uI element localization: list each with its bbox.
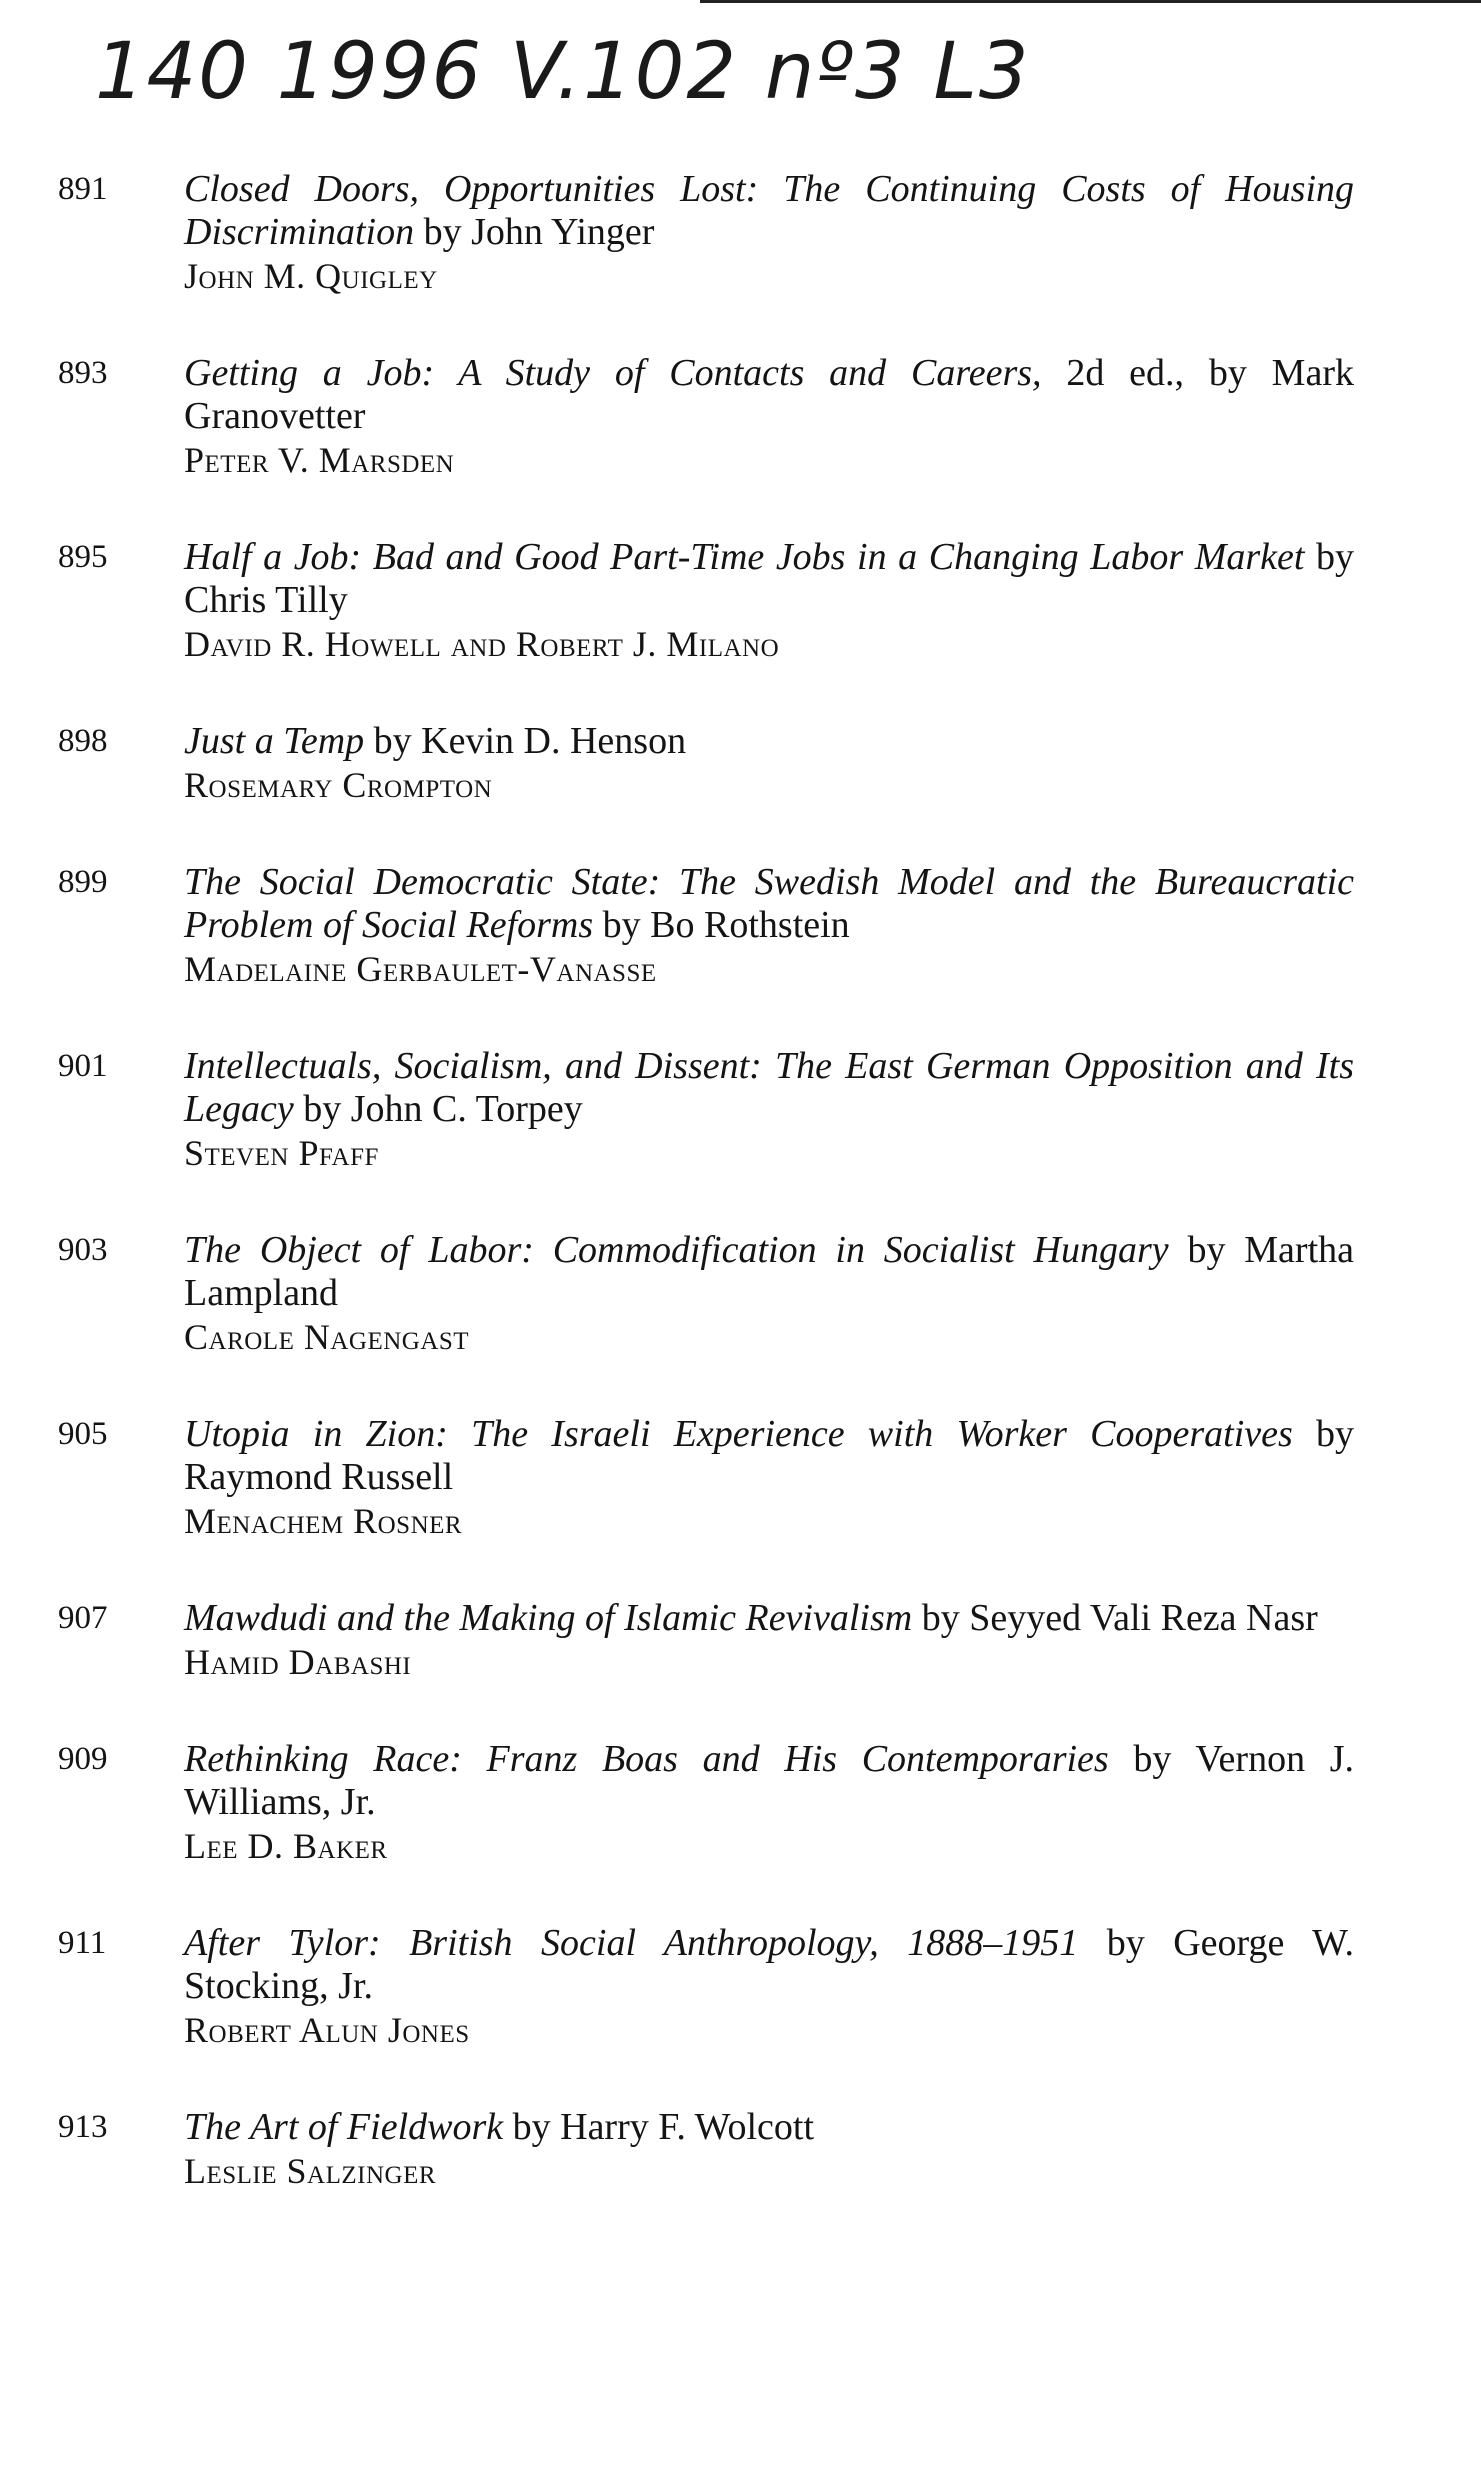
review-entry [58,352,1358,482]
reviewer-name: Madelaine Gerbaulet-Vanasse [184,949,657,989]
review-entry [58,1922,1358,2052]
book-title: Mawdudi and the Making of Islamic Revivalism [184,1597,913,1639]
book-title: Utopia in Zion: The Israeli Experience with Worker Cooperatives [184,1413,1293,1455]
reviewer-name: Steven Pfaff [184,1133,379,1173]
book-author: by Harry F. Wolcott [512,2106,815,2148]
review-entry [58,1229,1358,1359]
citation [184,861,1354,946]
citation [184,352,1354,437]
reviewer-name: Lee D. Baker [184,1826,388,1866]
page-number: 901 [58,1048,108,1084]
review-entry [58,1045,1358,1175]
book-title: The Object of Labor: Commodification in Socialist Hungary [184,1229,1169,1271]
review-entry [58,1738,1358,1868]
citation [184,1597,1318,1639]
citation [184,1413,1354,1498]
page-number: 895 [58,539,108,575]
page-number: 905 [58,1416,108,1452]
book-author: 2d ed., by Mark Granovetter [184,352,1354,437]
book-author: by Chris Tilly [184,536,1355,621]
book-title: Intellectuals, Socialism, and Dissent: The East German Opposition and Its Legacy [184,1045,1354,1130]
book-title: The Social Democratic State: The Swedish Model and the Bureaucratic Problem of Social Reforms [184,861,1354,946]
reviewer-name: Menachem Rosner [184,1501,463,1541]
citation [184,720,686,762]
page-number: 893 [58,355,108,391]
book-author: by Raymond Russell [184,1413,1355,1498]
citation [184,1045,1354,1130]
reviewer-name: John M. Quigley [184,256,438,296]
review-entry [58,536,1358,666]
reviewer-name: Hamid Dabashi [184,1642,412,1682]
book-title: Closed Doors, Opportunities Lost: The Continuing Costs of Housing Discrimination [184,168,1354,253]
book-title: Rethinking Race: Franz Boas and His Contemporaries [184,1738,1109,1780]
page-number: 907 [58,1600,108,1636]
page-number: 891 [58,171,108,207]
review-entry [58,1413,1358,1543]
book-title: The Art of Fieldwork [184,2106,504,2148]
handwritten-shelf-note [95,18,1475,128]
book-author: by Vernon J. Williams, Jr. [184,1738,1355,1823]
book-title: Half a Job: Bad and Good Part-Time Jobs in a Changing Labor Market [184,536,1305,578]
citation [184,2106,814,2148]
book-author: by Martha Lampland [184,1229,1354,1314]
review-entry [58,1597,1358,1684]
reviewer-name: David R. Howell and Robert J. Milano [184,624,780,664]
book-author: by Seyyed Vali Reza Nasr [921,1597,1318,1639]
review-list [58,168,1358,2247]
book-title: After Tylor: British Social Anthropology, 1888–1951 [184,1922,1079,1964]
page-number: 911 [58,1925,107,1961]
citation [184,1229,1354,1314]
book-author: by Bo Rothstein [602,904,850,946]
citation [184,536,1354,621]
review-entry [58,168,1358,298]
book-title: Just a Temp [184,720,365,762]
reviewer-name: Leslie Salzinger [184,2151,437,2191]
review-entry [58,2106,1358,2193]
citation [184,168,1354,253]
top-rule [700,0,1481,3]
reviewer-name: Peter V. Marsden [184,440,455,480]
citation [184,1922,1354,2007]
page-number: 913 [58,2109,108,2145]
handwritten-note-text: 140 1996 V.102 nº3 L3 [95,27,1031,117]
review-entry [58,720,1358,807]
book-author: by John Yinger [423,211,655,253]
book-title: Getting a Job: A Study of Contacts and Careers, [184,352,1042,394]
review-entry [58,861,1358,991]
page-number: 899 [58,864,108,900]
page-number: 909 [58,1741,108,1777]
book-author: by George W. Stocking, Jr. [184,1922,1354,2007]
page-number: 903 [58,1232,108,1268]
book-author: by Kevin D. Henson [373,720,687,762]
page-number: 898 [58,723,108,759]
book-author: by John C. Torpey [303,1088,583,1130]
reviewer-name: Carole Nagengast [184,1317,470,1357]
reviewer-name: Rosemary Crompton [184,765,493,805]
citation [184,1738,1354,1823]
reviewer-name: Robert Alun Jones [184,2010,470,2050]
